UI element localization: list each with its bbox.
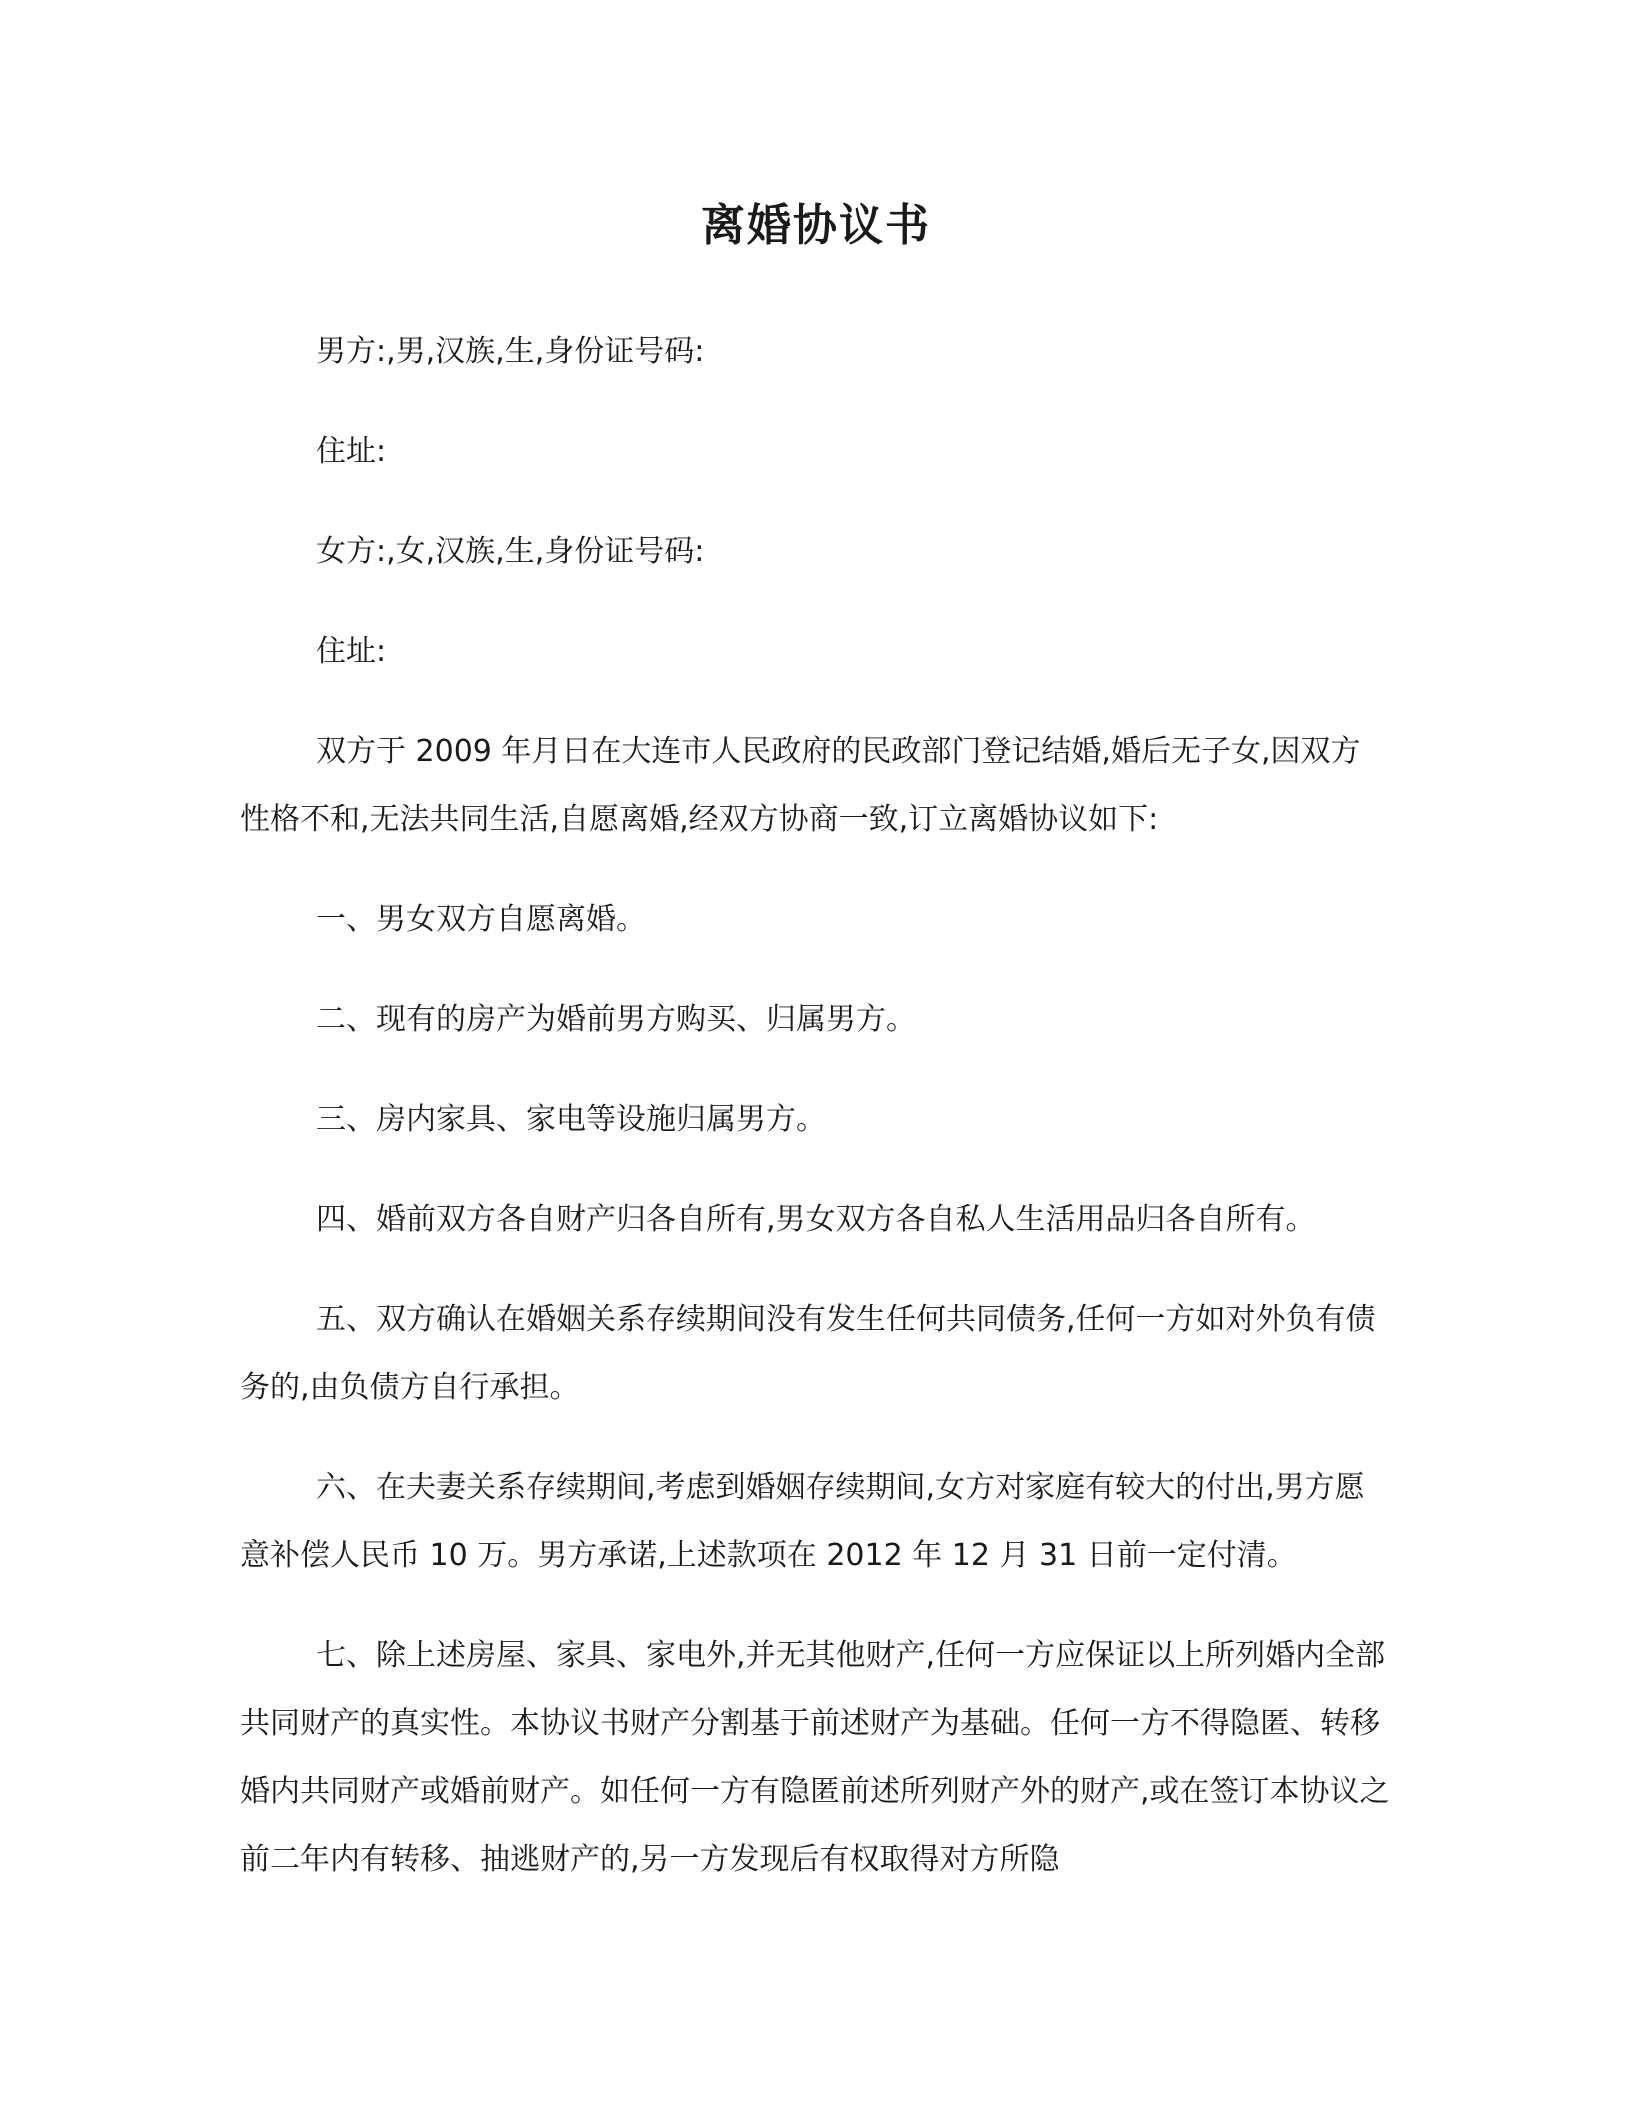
clause-3: 三、房内家具、家电等设施归属男方。 [316, 1102, 826, 1137]
preamble-paragraph: 双方于 2009 年月日在大连市人民政府的民政部门登记结婚,婚后无子女,因双方性格不和,无法共同生活,自愿离婚,经双方协商一致,订立离婚协议如下: [240, 734, 1361, 837]
clause-1: 一、男女双方自愿离婚。 [316, 902, 646, 937]
clause-6: 六、在夫妻关系存续期间,考虑到婚姻存续期间,女方对家庭有较大的付出,男方愿意补偿人民币 10 万。男方承诺,上述款项在 2012 年 12 月 31 日前一定付清。 [240, 1470, 1365, 1573]
party-female-address: 住址: [316, 634, 387, 669]
party-male-info: 男方:,男,汉族,生,身份证号码: [316, 334, 705, 369]
document-title: 离婚协议书 [701, 200, 931, 251]
party-male-address: 住址: [316, 434, 387, 469]
document-body [240, 318, 1390, 1926]
clause-4: 四、婚前双方各自财产归各自所有,男女双方各自私人生活用品归各自所有。 [316, 1202, 1316, 1237]
clause-5: 五、双方确认在婚姻关系存续期间没有发生任何共同债务,任何一方如对外负有债务的,由负债方自行承担。 [240, 1302, 1376, 1405]
party-female-info: 女方:,女,汉族,生,身份证号码: [316, 534, 705, 569]
clause-7: 七、除上述房屋、家具、家电外,并无其他财产,任何一方应保证以上所列婚内全部共同财产的真实性。本协议书财产分割基于前述财产为基础。任何一方不得隐匿、转移婚内共同财产或婚前财产。如任何一方有隐匿前述所列财产外的财产,或在签订本协议之前二年内有转移、抽逃财产的,另一方发现后有权取得对方所隐 [240, 1638, 1390, 1877]
clause-2: 二、现有的房产为婚前男方购买、归属男方。 [316, 1002, 916, 1037]
